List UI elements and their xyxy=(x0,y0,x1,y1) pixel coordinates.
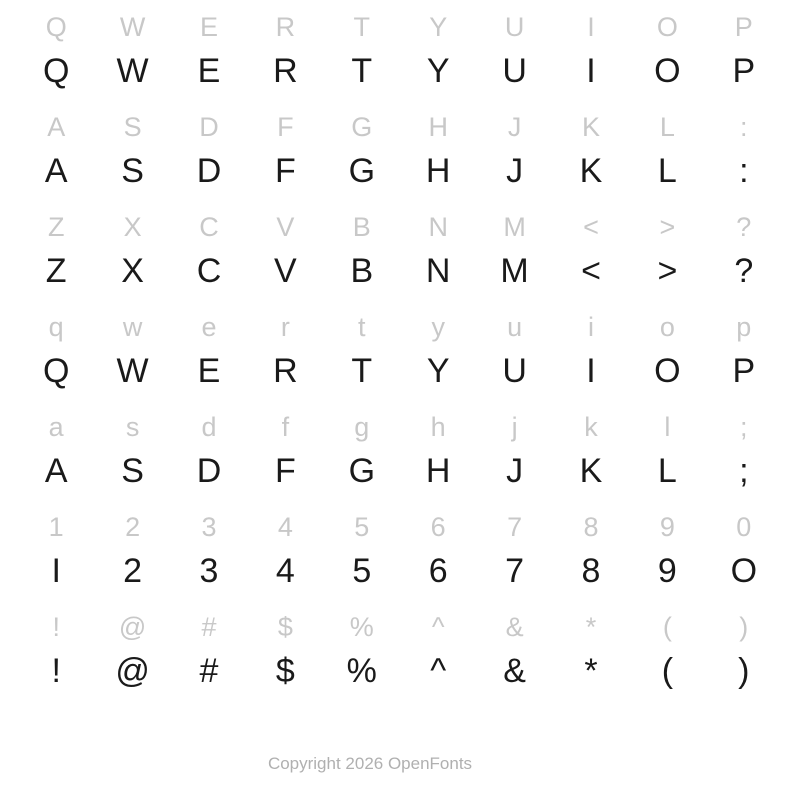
keycap-label: 7 xyxy=(507,512,523,542)
keycap-label: K xyxy=(581,112,600,142)
keycap-label: % xyxy=(349,612,374,642)
glyph-sample: V xyxy=(274,252,297,290)
glyph-sample: ! xyxy=(51,652,61,690)
keycap-label: d xyxy=(201,412,217,442)
glyph-sample: J xyxy=(506,152,524,190)
keycap-label: 0 xyxy=(736,512,752,542)
keycap-label: C xyxy=(199,212,219,242)
glyph-sample: % xyxy=(346,652,377,690)
keycap-label: U xyxy=(504,12,525,42)
keycap-label: 6 xyxy=(430,512,446,542)
keycap-label: V xyxy=(276,212,295,242)
keycap-label: @ xyxy=(118,612,147,642)
keycap-label: 2 xyxy=(125,512,141,542)
keycap-label: # xyxy=(201,612,217,642)
keycap-label: i xyxy=(587,312,594,342)
glyph-sample: 4 xyxy=(275,552,295,590)
keycap-label: ? xyxy=(736,212,752,242)
keycap-label: H xyxy=(428,112,448,142)
glyph-sample: 5 xyxy=(352,552,372,590)
glyph-sample: W xyxy=(116,352,149,390)
glyph-sample: Z xyxy=(45,252,67,290)
glyph-sample: < xyxy=(581,252,601,290)
copyright-notice: Copyright 2026 OpenFonts xyxy=(267,754,473,773)
glyph-sample: I xyxy=(51,552,61,590)
keycap-label: 4 xyxy=(277,512,293,542)
glyph-sample: # xyxy=(199,652,219,690)
glyph-sample: G xyxy=(348,452,376,490)
keycap-label: 8 xyxy=(583,512,599,542)
keycap-label: ( xyxy=(662,612,672,642)
glyph-row xyxy=(0,448,800,500)
glyph-sample: I xyxy=(586,52,596,90)
glyph-row xyxy=(0,548,800,600)
keycap-label: s xyxy=(125,412,140,442)
glyph-sample: C xyxy=(196,252,222,290)
glyph-sample: L xyxy=(657,152,677,190)
glyph-sample: & xyxy=(503,652,526,690)
keycap-label: M xyxy=(503,212,526,242)
glyph-sample: E xyxy=(197,352,221,390)
keycap-label: w xyxy=(122,312,143,342)
glyph-sample: H xyxy=(425,152,451,190)
keycap-label: a xyxy=(48,412,64,442)
glyph-sample: > xyxy=(657,252,678,290)
keycap-label: l xyxy=(664,412,671,442)
keycap-label: W xyxy=(119,12,146,42)
glyph-sample: 9 xyxy=(657,552,677,590)
glyph-sample: S xyxy=(121,452,144,490)
keycap-row xyxy=(0,500,800,548)
glyph-sample: : xyxy=(739,152,749,190)
keycap-label: & xyxy=(505,612,524,642)
glyph-sample: 7 xyxy=(505,552,525,590)
glyph-sample: S xyxy=(121,152,144,190)
keycap-row xyxy=(0,100,800,148)
glyph-sample: 6 xyxy=(428,552,448,590)
glyph-sample: B xyxy=(350,252,374,290)
keycap-label: f xyxy=(281,412,290,442)
keycap-label: R xyxy=(275,12,296,42)
glyph-sample: A xyxy=(44,152,68,190)
glyph-sample: $ xyxy=(275,652,295,690)
keycap-label: r xyxy=(280,312,290,342)
keycap-label: t xyxy=(358,312,366,342)
keycap-label: y xyxy=(431,312,445,342)
keycap-label: F xyxy=(277,112,294,142)
keycap-label: p xyxy=(736,312,752,342)
glyph-sample: ; xyxy=(739,452,749,490)
glyph-sample: G xyxy=(348,152,376,190)
glyph-sample: E xyxy=(197,52,221,90)
keycap-label: k xyxy=(584,412,598,442)
keycap-label: G xyxy=(351,112,373,142)
keycap-label: Y xyxy=(429,12,448,42)
keycap-label: $ xyxy=(277,612,293,642)
glyph-row xyxy=(0,248,800,300)
glyph-sample: D xyxy=(196,452,222,490)
keycap-label: 1 xyxy=(48,512,64,542)
keycap-label: O xyxy=(656,12,678,42)
glyph-row xyxy=(0,348,800,400)
keycap-label: D xyxy=(199,112,219,142)
keycap-label: I xyxy=(587,12,595,42)
keycap-label: B xyxy=(352,212,371,242)
glyph-row xyxy=(0,648,800,700)
glyph-sample: M xyxy=(500,252,529,290)
glyph-sample: 3 xyxy=(199,552,219,590)
keycap-row xyxy=(0,400,800,448)
glyph-sample: J xyxy=(506,452,524,490)
glyph-sample: ^ xyxy=(430,652,447,690)
keycap-label: u xyxy=(507,312,523,342)
glyph-sample: 8 xyxy=(581,552,601,590)
glyph-sample: K xyxy=(579,452,603,490)
keycap-label: J xyxy=(507,112,522,142)
keycap-label: ! xyxy=(52,612,60,642)
keycap-label: e xyxy=(201,312,217,342)
glyph-sample: U xyxy=(502,52,527,90)
glyph-sample: ? xyxy=(734,252,754,290)
keycap-label: g xyxy=(354,412,370,442)
glyph-sample: I xyxy=(586,352,596,390)
keycap-label: T xyxy=(353,12,371,42)
glyph-sample: K xyxy=(579,152,603,190)
keycap-label: < xyxy=(583,212,599,242)
keycap-label: 5 xyxy=(354,512,370,542)
keycap-label: ) xyxy=(739,612,749,642)
glyph-sample: O xyxy=(730,552,758,590)
keycap-label: Z xyxy=(47,212,65,242)
keycap-label: E xyxy=(199,12,218,42)
keycap-label: X xyxy=(123,212,142,242)
glyph-sample: W xyxy=(116,52,149,90)
keycap-label: * xyxy=(585,612,597,642)
keycap-label: P xyxy=(734,12,753,42)
glyph-sample: X xyxy=(121,252,144,290)
glyph-sample: A xyxy=(44,452,68,490)
glyph-sample: P xyxy=(732,52,756,90)
glyph-sample: Q xyxy=(42,352,70,390)
keycap-label: A xyxy=(47,112,66,142)
keycap-label: 9 xyxy=(659,512,675,542)
keycap-label: S xyxy=(123,112,142,142)
keycap-label: o xyxy=(659,312,675,342)
glyph-sample: F xyxy=(275,452,296,490)
glyph-sample: R xyxy=(273,352,298,390)
glyph-sample: O xyxy=(654,352,681,390)
glyph-sample: 2 xyxy=(123,552,143,590)
glyph-sample: R xyxy=(273,52,298,90)
keycap-label: ; xyxy=(740,412,748,442)
glyph-sample: Y xyxy=(426,352,450,390)
glyph-row xyxy=(0,148,800,200)
glyph-sample: U xyxy=(502,352,527,390)
glyph-sample: T xyxy=(351,352,373,390)
glyph-sample: H xyxy=(425,452,451,490)
glyph-sample: L xyxy=(657,452,677,490)
glyph-sample: N xyxy=(425,252,451,290)
glyph-sample: D xyxy=(196,152,222,190)
keycap-label: > xyxy=(659,212,676,242)
keycap-label: q xyxy=(48,312,64,342)
keycap-row xyxy=(0,200,800,248)
glyph-sample: F xyxy=(275,152,296,190)
glyph-row xyxy=(0,48,800,100)
glyph-sample: * xyxy=(584,652,598,690)
glyph-sample: @ xyxy=(115,652,150,690)
glyph-sample: O xyxy=(654,52,681,90)
keycap-label: Q xyxy=(45,12,67,42)
keycap-label: 3 xyxy=(201,512,217,542)
glyph-sample: Y xyxy=(426,52,450,90)
keycap-label: ^ xyxy=(431,612,445,642)
glyph-sample: ) xyxy=(738,652,750,690)
keycap-label: j xyxy=(511,412,518,442)
keycap-row xyxy=(0,0,800,48)
keycap-row xyxy=(0,300,800,348)
keycap-label: N xyxy=(428,212,448,242)
keycap-label: h xyxy=(430,412,446,442)
glyph-sample: T xyxy=(351,52,373,90)
keycap-label: L xyxy=(659,112,675,142)
keycap-row xyxy=(0,600,800,648)
glyph-sample: Q xyxy=(42,52,70,90)
glyph-sample: ( xyxy=(661,652,674,690)
glyph-sample: P xyxy=(732,352,756,390)
keycap-label: : xyxy=(740,112,748,142)
